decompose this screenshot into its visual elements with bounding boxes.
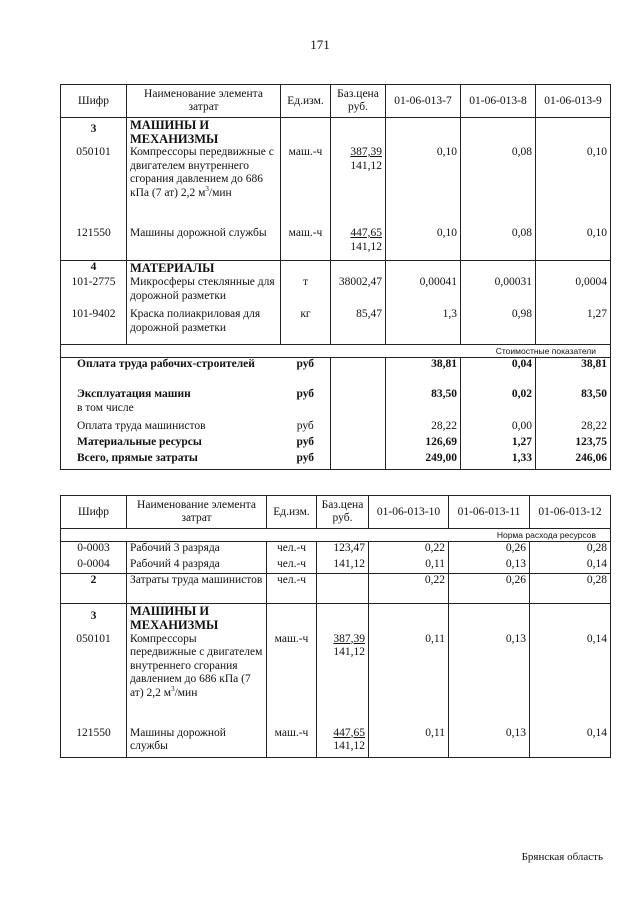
summary-value-3: 38,81 bbox=[536, 357, 611, 388]
header-col-1: 01-06-013-10 bbox=[369, 496, 449, 529]
row-unit: чел.-ч bbox=[267, 558, 317, 574]
row-unit: маш.-ч bbox=[281, 227, 331, 260]
summary-row bbox=[61, 357, 611, 388]
summary-value-2: 0,04 bbox=[461, 357, 536, 388]
row-value-2: 0,13 bbox=[449, 727, 530, 758]
summary-value-1: 83,50 bbox=[386, 388, 461, 420]
row-value-1: 0,22 bbox=[369, 542, 449, 558]
row-code: 101-2775 bbox=[61, 276, 127, 308]
row-value-3: 1,27 bbox=[536, 308, 611, 344]
table-row bbox=[61, 227, 611, 260]
row-value-2: 0,13 bbox=[449, 633, 530, 727]
row-unit: чел.-ч bbox=[267, 542, 317, 558]
summary-value-2: 1,33 bbox=[461, 452, 536, 469]
header-col-2: 01-06-013-11 bbox=[449, 496, 530, 529]
summary-value-2: 0,02 bbox=[461, 388, 536, 420]
summary-value-3: 246,06 bbox=[536, 452, 611, 469]
row-price: 387,39 141,12 bbox=[331, 146, 386, 227]
section-label-row bbox=[61, 344, 611, 357]
row-value-3: 0,14 bbox=[530, 558, 611, 574]
row-price: 447,65 141,12 bbox=[317, 727, 369, 758]
resource-table-1 bbox=[60, 84, 611, 470]
row-value-2: 0,26 bbox=[449, 574, 530, 604]
row-value-2: 0,26 bbox=[449, 542, 530, 558]
row-unit: т bbox=[281, 276, 331, 308]
row-value-2: 0,08 bbox=[461, 146, 536, 227]
section-label-row bbox=[61, 529, 611, 542]
summary-row bbox=[61, 420, 611, 436]
section-row bbox=[61, 604, 611, 633]
row-unit: маш.-ч bbox=[267, 727, 317, 758]
table-row bbox=[61, 542, 611, 558]
table-row bbox=[61, 633, 611, 727]
table-header bbox=[61, 85, 611, 118]
section-row bbox=[61, 260, 611, 276]
row-value-1: 0,22 bbox=[369, 574, 449, 604]
row-price: 447,65 141,12 bbox=[331, 227, 386, 260]
row-value-1: 0,00041 bbox=[386, 276, 461, 308]
row-code: 050101 bbox=[61, 146, 127, 227]
summary-unit: руб bbox=[281, 357, 331, 388]
row-name: Рабочий 3 разряда bbox=[127, 542, 267, 558]
resource-table-2 bbox=[60, 495, 611, 758]
summary-unit: руб bbox=[296, 436, 315, 448]
header-name: Наименование элемента затрат bbox=[127, 496, 267, 529]
row-price: 141,12 bbox=[317, 558, 369, 574]
summary-row bbox=[61, 388, 611, 420]
row-price: 38002,47 bbox=[331, 276, 386, 308]
row-name: Рабочий 4 разряда bbox=[127, 558, 267, 574]
summary-value-2: 0,00 bbox=[461, 420, 536, 436]
section-row bbox=[61, 118, 611, 147]
summary-value-2: 1,27 bbox=[461, 436, 536, 452]
row-value-3: 0,14 bbox=[530, 633, 611, 727]
row-value-1: 0,10 bbox=[386, 227, 461, 260]
row-value-3: 0,10 bbox=[536, 227, 611, 260]
row-code: 2 bbox=[61, 574, 127, 604]
summary-row bbox=[61, 436, 611, 452]
header-price: Баз.цена руб. bbox=[317, 496, 369, 529]
row-value-1: 1,3 bbox=[386, 308, 461, 344]
row-price: 387,39 141,12 bbox=[317, 633, 369, 727]
summary-value-1: 126,69 bbox=[386, 436, 461, 452]
row-code: 0-0004 bbox=[61, 558, 127, 574]
header-col-2: 01-06-013-8 bbox=[461, 85, 536, 118]
row-name: Машины дорожной службы bbox=[127, 727, 267, 758]
table-row bbox=[61, 727, 611, 758]
summary-unit: руб bbox=[296, 388, 315, 400]
row-value-1: 0,11 bbox=[369, 727, 449, 758]
row-code: 050101 bbox=[61, 633, 127, 727]
row-value-1: 0,10 bbox=[386, 146, 461, 227]
row-code: 101-9402 bbox=[61, 308, 127, 344]
summary-value-3: 123,75 bbox=[536, 436, 611, 452]
header-col-1: 01-06-013-7 bbox=[386, 85, 461, 118]
row-name: Компрессоры передвижные с двигателем внутреннего сгорания давлением до 686 кПа (7 ат) 2,2 $м^3$/мин bbox=[127, 146, 281, 227]
row-value-2: 0,13 bbox=[449, 558, 530, 574]
section-number: 3 bbox=[61, 604, 127, 633]
row-unit: маш.-ч bbox=[267, 633, 317, 727]
row-value-1: 0,11 bbox=[369, 558, 449, 574]
row-value-2: 0,98 bbox=[461, 308, 536, 344]
summary-value-3: 28,22 bbox=[536, 420, 611, 436]
row-unit: кг bbox=[281, 308, 331, 344]
header-unit: Ед.изм. bbox=[267, 496, 317, 529]
summary-name: Оплата труда машинистов bbox=[61, 420, 281, 436]
row-price: 85,47 bbox=[331, 308, 386, 344]
header-code: Шифр bbox=[61, 85, 127, 118]
table-row bbox=[61, 558, 611, 574]
row-name: Компрессоры передвижные с двигателем внутреннего сгорания давлением до 686 кПа (7 ат) 2,2 $м^3$/мин bbox=[127, 633, 267, 727]
table-row bbox=[61, 146, 611, 227]
row-value-1: 0,11 bbox=[369, 633, 449, 727]
section-title: МАШИНЫ И МЕХАНИЗМЫ bbox=[127, 604, 267, 633]
row-code: 121550 bbox=[61, 727, 127, 758]
summary-unit: руб bbox=[296, 420, 314, 432]
row-price: 123,47 bbox=[317, 542, 369, 558]
table-row bbox=[61, 308, 611, 344]
section-title: МАТЕРИАЛЫ bbox=[127, 260, 281, 276]
header-price: Баз.цена руб. bbox=[331, 85, 386, 118]
section-title: МАШИНЫ И МЕХАНИЗМЫ bbox=[127, 118, 281, 147]
row-name: Машины дорожной службы bbox=[127, 227, 281, 260]
page-number: 171 bbox=[310, 37, 330, 52]
cost-indicators-label: Стоимостные показатели bbox=[61, 344, 611, 357]
row-unit: маш.-ч bbox=[281, 146, 331, 227]
summary-row bbox=[61, 452, 611, 469]
row-value-3: 0,10 bbox=[536, 146, 611, 227]
header-code: Шифр bbox=[61, 496, 127, 529]
row-value-3: 0,0004 bbox=[536, 276, 611, 308]
row-name: Краска полиакриловая для дорожной разметки bbox=[127, 308, 281, 344]
row-name: Микросферы стеклянные для дорожной разметки bbox=[127, 276, 281, 308]
section-number: 3 bbox=[61, 118, 127, 147]
summary-value-3: 83,50 bbox=[536, 388, 611, 420]
header-unit: Ед.изм. bbox=[281, 85, 331, 118]
summary-name: Эксплуатация машин в том числе bbox=[61, 388, 281, 420]
row-name: Затраты труда машинистов bbox=[127, 574, 267, 604]
summary-name: Оплата труда рабочих-строителей bbox=[61, 357, 281, 388]
summary-name: Материальные ресурсы bbox=[61, 436, 281, 452]
page-footer: Брянская область bbox=[521, 851, 603, 863]
table-row bbox=[61, 276, 611, 308]
row-value-3: 0,14 bbox=[530, 727, 611, 758]
table-row bbox=[61, 574, 611, 604]
row-value-2: 0,08 bbox=[461, 227, 536, 260]
header-col-3: 01-06-013-9 bbox=[536, 85, 611, 118]
row-value-2: 0,00031 bbox=[461, 276, 536, 308]
header-col-3: 01-06-013-12 bbox=[530, 496, 611, 529]
row-value-3: 0,28 bbox=[530, 574, 611, 604]
summary-name: Всего, прямые затраты bbox=[61, 452, 281, 469]
summary-unit: руб bbox=[281, 452, 331, 469]
summary-value-1: 249,00 bbox=[386, 452, 461, 469]
row-code: 0-0003 bbox=[61, 542, 127, 558]
row-unit: чел.-ч bbox=[267, 574, 317, 604]
row-code: 121550 bbox=[61, 227, 127, 260]
row-value-3: 0,28 bbox=[530, 542, 611, 558]
summary-value-1: 28,22 bbox=[386, 420, 461, 436]
norm-label: Норма расхода ресурсов bbox=[61, 529, 611, 542]
header-name: Наименование элемента затрат bbox=[127, 85, 281, 118]
table-header bbox=[61, 496, 611, 529]
summary-value-1: 38,81 bbox=[386, 357, 461, 388]
section-number: 4 bbox=[61, 260, 127, 276]
